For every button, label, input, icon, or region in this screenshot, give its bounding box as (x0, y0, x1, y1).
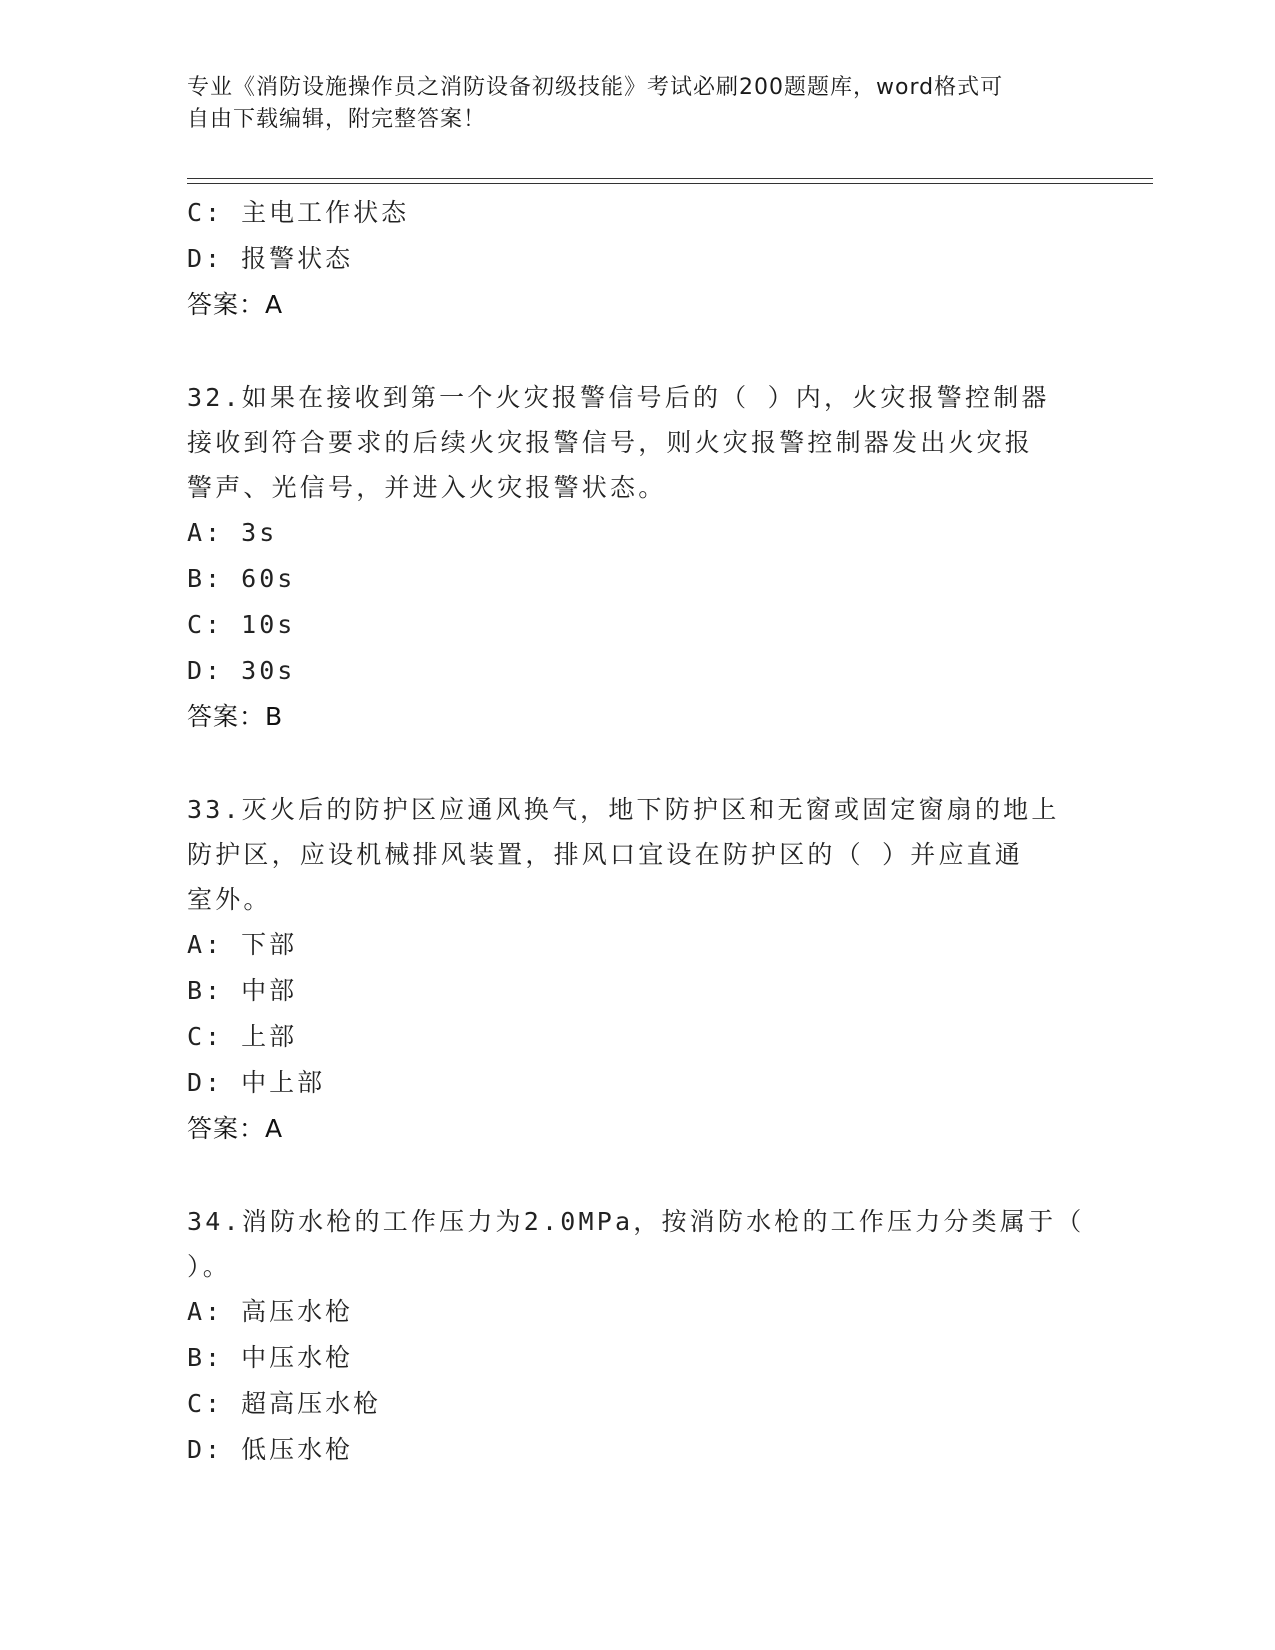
spacer (187, 1152, 1087, 1199)
option-d: D: 低压水枪 (187, 1435, 354, 1464)
option-a: A: 3s (187, 518, 278, 547)
previous-question-tail (187, 190, 1087, 328)
question-33 (187, 787, 1087, 1152)
option-d: D: 中上部 (187, 1068, 326, 1097)
question-text-line: 防护区，应设机械排风装置，排风口宜设在防护区的（ ）并应直通 (187, 840, 1024, 869)
document-header (187, 72, 1067, 136)
option-a: A: 下部 (187, 930, 298, 959)
header-title-line-2: 自由下载编辑，附完整答案！ (187, 107, 487, 132)
option-c: C: 主电工作状态 (187, 198, 410, 227)
answer-line: 答案：B (187, 702, 284, 731)
option-b: B: 中部 (187, 976, 298, 1005)
question-text-line: 33.灭火后的防护区应通风换气，地下防护区和无窗或固定窗扇的地上 (187, 795, 1060, 824)
option-c: C: 10s (187, 610, 296, 639)
option-c: C: 超高压水枪 (187, 1389, 382, 1418)
spacer (187, 328, 1087, 375)
option-a: A: 高压水枪 (187, 1297, 354, 1326)
question-text-line: 接收到符合要求的后续火灾报警信号，则火灾报警控制器发出火灾报 (187, 428, 1034, 457)
question-text-line: 室外。 (187, 885, 272, 914)
question-text-line: ）。 (187, 1252, 231, 1281)
option-c: C: 上部 (187, 1022, 298, 1051)
option-d: D: 30s (187, 656, 296, 685)
option-d: D: 报警状态 (187, 244, 354, 273)
question-32 (187, 375, 1087, 740)
answer-line: 答案：A (187, 290, 284, 319)
header-divider-bottom (187, 183, 1153, 184)
header-divider-top (187, 178, 1153, 179)
spacer (187, 740, 1087, 787)
question-text-line: 32.如果在接收到第一个火灾报警信号后的（ ）内，火灾报警控制器 (187, 383, 1050, 412)
header-title-line-1: 专业《消防设施操作员之消防设备初级技能》考试必刷200题题库，word格式可 (187, 75, 1004, 100)
question-list (187, 190, 1087, 1473)
option-b: B: 60s (187, 564, 296, 593)
option-b: B: 中压水枪 (187, 1343, 354, 1372)
question-34 (187, 1199, 1087, 1473)
answer-line: 答案：A (187, 1114, 284, 1143)
question-text-line: 警声、光信号，并进入火灾报警状态。 (187, 473, 667, 502)
question-text-line: 34.消防水枪的工作压力为2.0MPa，按消防水枪的工作压力分类属于（ (187, 1207, 1085, 1236)
